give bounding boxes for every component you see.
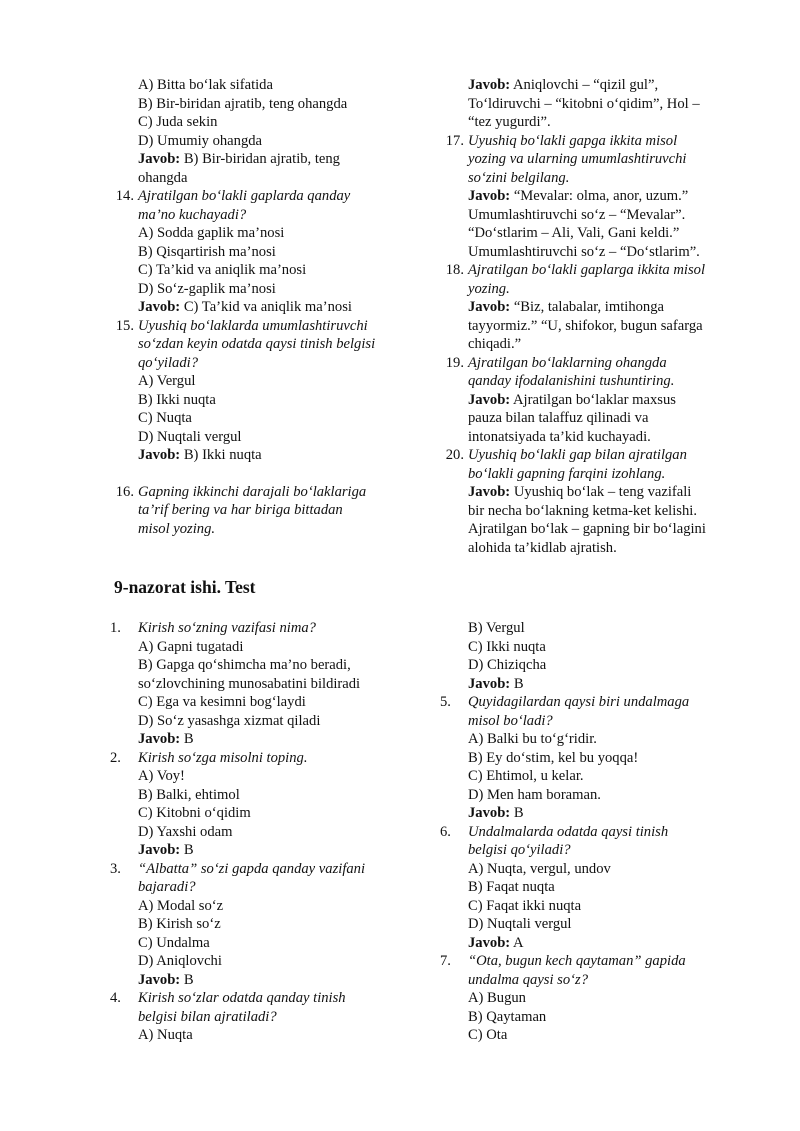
question-18 [440, 261, 750, 354]
question-text: bajaradi? [138, 879, 196, 895]
question-text: so‘zini belgilang. [468, 169, 570, 186]
question-number: 4. [110, 990, 121, 1006]
question-number: 6. [440, 823, 451, 840]
answer-label: Javob: [138, 151, 181, 167]
answer-text: B [180, 842, 194, 858]
option-c: C) Undalma [138, 934, 210, 951]
question-text: Kirish so‘zga misolni toping. [138, 749, 308, 766]
question-text: ta’rif bering va har biriga bittadan [138, 502, 343, 518]
answer-text-continued: bir necha bo‘lakning ketma-ket kelishi. [468, 502, 697, 519]
option-c: C) Ega va kesimni bog‘laydi [138, 694, 306, 710]
option-a: A) Voy! [138, 768, 185, 784]
bottom-right-column [440, 619, 740, 1045]
option-a: A) Nuqta, vergul, undov [468, 860, 611, 877]
answer-text-continued: ohangda [138, 169, 188, 186]
answer-line [468, 675, 740, 694]
question-text: Uyushiq bo‘laklarda umumlashtiruvchi [138, 317, 368, 334]
answer-text-continued: Umumlashtiruvchi so‘z – “Do‘stlarim”. [468, 243, 700, 260]
option-b: B) Bir-biridan ajratib, teng ohangda [138, 95, 348, 112]
option-c: C) Ikki nuqta [468, 638, 546, 655]
answer-line [468, 483, 750, 502]
question-14 [110, 187, 400, 317]
answer-text: “Biz, talabalar, imtihonga [510, 299, 664, 315]
question-number: 19. [445, 354, 464, 371]
question-number: 20. [445, 447, 464, 463]
option-d: D) Umumiy ohangda [138, 132, 263, 149]
answer-label: Javob: [138, 842, 181, 858]
option-a: A) Sodda gaplik ma’nosi [138, 225, 285, 241]
question-6 [440, 823, 740, 953]
option-d: D) Nuqtali vergul [138, 428, 242, 445]
option-b: B) Gapga qo‘shimcha ma’no beradi, [138, 657, 351, 673]
question-5 [440, 693, 740, 823]
option-d: D) Chiziqcha [468, 657, 547, 673]
question-20 [440, 446, 750, 557]
answer-text-continued: Umumlashtiruvchi so‘z – “Mevalar”. [468, 206, 686, 223]
answer-text: Ajratilgan bo‘laklar maxsus [510, 391, 676, 408]
option-d: D) Nuqtali vergul [468, 916, 572, 932]
question-number: 5. [440, 694, 451, 710]
question-text: Ajratilgan bo‘lakli gaplarda qanday [138, 188, 351, 204]
question-text: Uyushiq bo‘lakli gap bilan ajratilgan [468, 447, 687, 463]
question-text: so‘zdan keyin odatda qaysi tinish belgisi [138, 336, 376, 352]
answer-text-continued: intonatsiyada ta’kid kuchayadi. [468, 428, 651, 445]
question-text: yozing va ularning umumlashtiruvchi [468, 151, 687, 167]
answer-text-continued: tayyormiz.” “U, shifokor, bugun safarga [468, 317, 703, 334]
option-d: D) Yaxshi odam [138, 823, 233, 840]
answer-text: B [510, 675, 524, 692]
question-number: 16. [115, 483, 134, 500]
question-text: undalma qaysi so‘z? [468, 971, 588, 988]
option-a: A) Bugun [468, 990, 526, 1006]
answer-line [138, 150, 400, 169]
answer-text: B [510, 805, 524, 821]
question-2 [110, 749, 410, 860]
answer-text-continued: Ajratilgan bo‘lak – gapning bir bo‘lagini [468, 521, 706, 537]
question-4-continuation [440, 619, 740, 693]
answer-label: Javob: [468, 484, 511, 500]
option-a: A) Gapni tugatadi [138, 638, 244, 655]
answer-line [138, 730, 410, 749]
section-heading: 9-nazorat ishi. Test [114, 577, 256, 597]
question-7 [440, 952, 740, 1045]
option-a: A) Balki bu to‘g‘ridir. [468, 731, 597, 747]
answer-line [138, 298, 400, 317]
top-left-column [110, 76, 400, 538]
answer-line [468, 187, 750, 206]
answer-label: Javob: [468, 805, 511, 821]
option-b: B) Kirish so‘z [138, 916, 221, 932]
answer-line [468, 76, 750, 95]
answer-label: Javob: [138, 731, 181, 747]
top-right-column [440, 76, 750, 557]
answer-line [138, 841, 410, 860]
question-number: 14. [115, 188, 134, 204]
option-c: C) Kitobni o‘qidim [138, 805, 251, 821]
answer-text: A [510, 934, 524, 951]
spacer [110, 465, 400, 483]
question-text: misol bo‘ladi? [468, 712, 553, 729]
answer-text: B [180, 971, 194, 988]
answer-text: Aniqlovchi – “qizil gul”, [510, 77, 659, 93]
question-text: belgisi qo‘yiladi? [468, 842, 571, 858]
question-4 [110, 989, 410, 1045]
option-b: B) Faqat nuqta [468, 879, 555, 895]
option-b: B) Vergul [468, 620, 525, 636]
answer-text-continued: “Do‘stlarim – Ali, Vali, Gani keldi.” [468, 225, 680, 241]
question-number: 3. [110, 860, 121, 877]
answer-text-continued: “tez yugurdi”. [468, 114, 551, 130]
bottom-left-column [110, 619, 410, 1045]
option-b: B) Qaytaman [468, 1008, 547, 1025]
option-a: A) Vergul [138, 373, 196, 389]
option-b: B) Ikki nuqta [138, 391, 216, 408]
question-text: Ajratilgan bo‘lakli gaplarga ikkita misol [468, 262, 705, 278]
question-15 [110, 317, 400, 465]
option-d: D) Men ham boraman. [468, 786, 601, 803]
question-3 [110, 860, 410, 990]
question-text: “Ota, bugun kech qaytaman” gapida [468, 953, 686, 969]
answer-text: “Mevalar: olma, anor, uzum.” [510, 188, 689, 204]
question-16 [110, 483, 400, 539]
option-b: B) Balki, ehtimol [138, 786, 240, 803]
question-number: 15. [115, 317, 134, 334]
answer-label: Javob: [468, 77, 511, 93]
question-text: Kirish so‘zlar odatda qanday tinish [138, 990, 346, 1006]
question-number: 1. [110, 620, 121, 636]
option-d: D) Aniqlovchi [138, 953, 222, 969]
answer-label: Javob: [468, 675, 511, 692]
option-d: D) So‘z yasashga xizmat qiladi [138, 712, 321, 729]
answer-text-continued: alohida ta’kidlab ajratish. [468, 539, 617, 556]
question-text: qo‘yiladi? [138, 354, 198, 371]
question-13-continuation [110, 76, 400, 187]
option-c: C) Faqat ikki nuqta [468, 897, 582, 914]
question-text: Ajratilgan bo‘laklarning ohangda [468, 354, 667, 371]
question-number: 2. [110, 749, 121, 766]
answer-text-continued: pauza bilan talaffuz qilinadi va [468, 410, 649, 426]
question-1 [110, 619, 410, 749]
option-c: C) Juda sekin [138, 114, 218, 130]
answer-label: Javob: [138, 971, 181, 988]
answer-text: B) Ikki nuqta [180, 447, 262, 463]
question-text: ma’no kuchayadi? [138, 206, 247, 223]
question-text: Gapning ikkinchi darajali bo‘laklariga [138, 483, 367, 500]
answer-text-continued: chiqadi.” [468, 336, 522, 352]
answer-line [138, 971, 410, 990]
question-16-answer [440, 76, 750, 132]
question-text: Quyidagilardan qaysi biri undalmaga [468, 694, 690, 710]
question-text: qanday ifodalanishini tushuntiring. [468, 373, 675, 389]
question-17 [440, 132, 750, 262]
question-text: “Albatta” so‘zi gapda qanday vazifani [138, 860, 366, 877]
answer-label: Javob: [138, 299, 181, 315]
answer-line [468, 804, 740, 823]
answer-label: Javob: [468, 299, 511, 315]
answer-text: Uyushiq bo‘lak – teng vazifali [510, 484, 692, 500]
question-number: 7. [440, 953, 451, 969]
option-b: B) Qisqartirish ma’nosi [138, 243, 276, 260]
answer-line [138, 446, 400, 465]
option-a: A) Bitta bo‘lak sifatida [138, 77, 273, 93]
question-text: Uyushiq bo‘lakli gapga ikkita misol [468, 132, 678, 149]
option-c: C) Ota [468, 1027, 508, 1043]
answer-line [468, 391, 750, 410]
answer-label: Javob: [468, 188, 511, 204]
answer-label: Javob: [468, 934, 511, 951]
question-text: Undalmalarda odatda qaysi tinish [468, 823, 669, 840]
question-number: 17. [445, 132, 464, 149]
question-text: misol yozing. [138, 520, 216, 537]
option-c: C) Ehtimol, u kelar. [468, 768, 584, 784]
option-b: B) Ey do‘stim, kel bu yoqqa! [468, 749, 639, 766]
option-c: C) Ta’kid va aniqlik ma’nosi [138, 262, 307, 278]
option-c: C) Nuqta [138, 410, 192, 426]
answer-label: Javob: [138, 447, 181, 463]
answer-line [468, 298, 750, 317]
question-text: belgisi bilan ajratiladi? [138, 1008, 277, 1025]
answer-text: B [180, 731, 194, 747]
answer-text: B) Bir-biridan ajratib, teng [180, 151, 340, 167]
option-a: A) Modal so‘z [138, 897, 224, 914]
question-number: 18. [445, 262, 464, 278]
answer-line [468, 934, 740, 953]
answer-label: Javob: [468, 391, 511, 408]
question-19 [440, 354, 750, 447]
question-text: Kirish so‘zning vazifasi nima? [138, 620, 316, 636]
option-a: A) Nuqta [138, 1027, 193, 1043]
question-text: bo‘lakli gapning farqini izohlang. [468, 465, 666, 482]
question-text: yozing. [468, 280, 510, 297]
option-d: D) So‘z-gaplik ma’nosi [138, 280, 276, 297]
answer-text: C) Ta’kid va aniqlik ma’nosi [180, 299, 352, 315]
answer-text-continued: To‘ldiruvchi – “kitobni o‘qidim”, Hol – [468, 95, 700, 112]
option-b-continued: so‘zlovchining munosabatini bildiradi [138, 675, 361, 692]
